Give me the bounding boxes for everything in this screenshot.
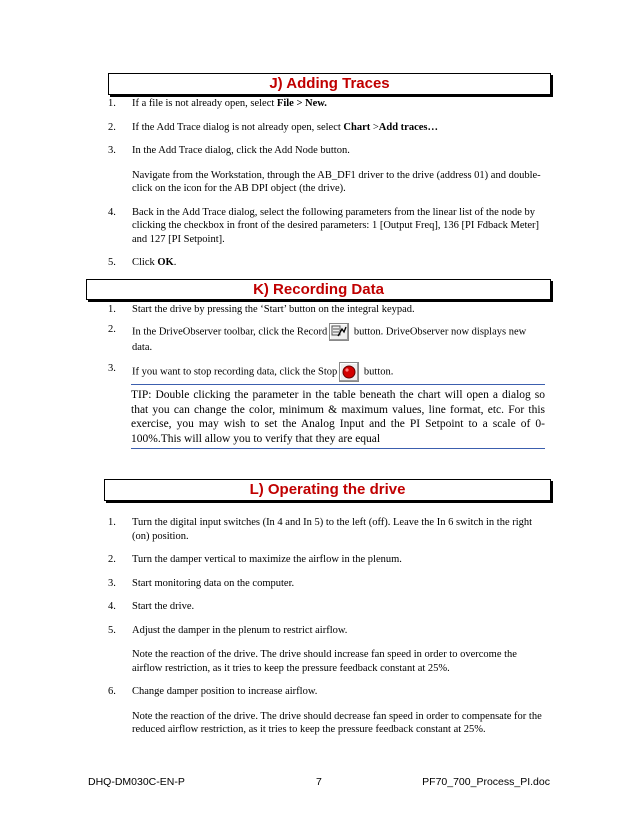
footer-doc-id: DHQ-DM030C-EN-P [88, 776, 185, 788]
list-item: 5. Adjust the damper in the plenum to restrict airflow. Note the reaction of the drive. The drive should increase fan speed in order to overcome the airflow restriction, as it tries to keep the pressure feedback constant at 25%. [108, 624, 517, 674]
page-footer [88, 776, 550, 790]
record-toolbar-icon[interactable] [329, 323, 349, 341]
list-item: 1. Start the drive by pressing the ‘Start’ button on the integral keypad. [108, 304, 415, 315]
footer-page-number: 7 [316, 776, 322, 788]
list-item: 2. Turn the damper vertical to maximize the airflow in the plenum. [108, 554, 402, 565]
section-title: J) Adding Traces [269, 75, 390, 92]
list-item: 3. If you want to stop recording data, click the Stop button. [108, 362, 548, 382]
list-item: 1. If a file is not already open, select File > New. [108, 98, 327, 109]
list-item: 2. In the DriveObserver toolbar, click the Record button. DriveObserver now displays new data. [108, 323, 527, 353]
section-title: L) Operating the drive [249, 481, 406, 498]
section-header-adding-traces [108, 73, 551, 95]
footer-filename: PF70_700_Process_PI.doc [422, 776, 550, 788]
list-item: 5. Click OK. [108, 257, 177, 268]
section-header-operating-drive [104, 479, 551, 501]
list-item: 6. Change damper position to increase airflow. Note the reaction of the drive. The drive should decrease fan speed in order to compensate for the reduced airflow restriction, as it tries to keep the pressure feedback constant at 25%. [108, 686, 542, 735]
stop-icon[interactable] [339, 362, 359, 382]
list-item: 3. Start monitoring data on the computer. [108, 577, 295, 589]
tip-text: TIP: Double clicking the parameter in the table beneath the chart will open a dialog so that you can change the color, minimum & maximum values, line format, etc. For this exercise, you may wish to set the Analog Input and the PI Setpoint to a scale of 0-100%.This will allow you to verify that they are equal [131, 389, 545, 445]
list-item: 4. Back in the Add Trace dialog, select the following parameters from the linear list of the node by clicking the checkbox in front of the desired parameters: 1 [Output Freq], 136 [PI Fdback Meter] and 127 [PI Setpoint]. [108, 206, 540, 245]
list-item: 3. In the Add Trace dialog, click the Add Node button. Navigate from the Workstation, through the AB_DF1 driver to the drive (address 01) and double-click on the icon for the AB DPI object (the drive). [108, 145, 541, 194]
section-header-recording-data [86, 279, 551, 300]
list-item: 2. If the Add Trace dialog is not already open, select Chart >Add traces… [108, 121, 438, 133]
tip-box [131, 384, 545, 449]
list-item: 4. Start the drive. [108, 601, 195, 612]
recording-data-steps [108, 303, 548, 382]
section-title: K) Recording Data [253, 281, 384, 298]
adding-traces-steps [108, 97, 548, 270]
list-item: 1. Turn the digital input switches (In 4 and In 5) to the left (off). Leave the In 6 switch in the right (on) position. [108, 517, 533, 542]
operating-drive-steps [108, 516, 548, 737]
